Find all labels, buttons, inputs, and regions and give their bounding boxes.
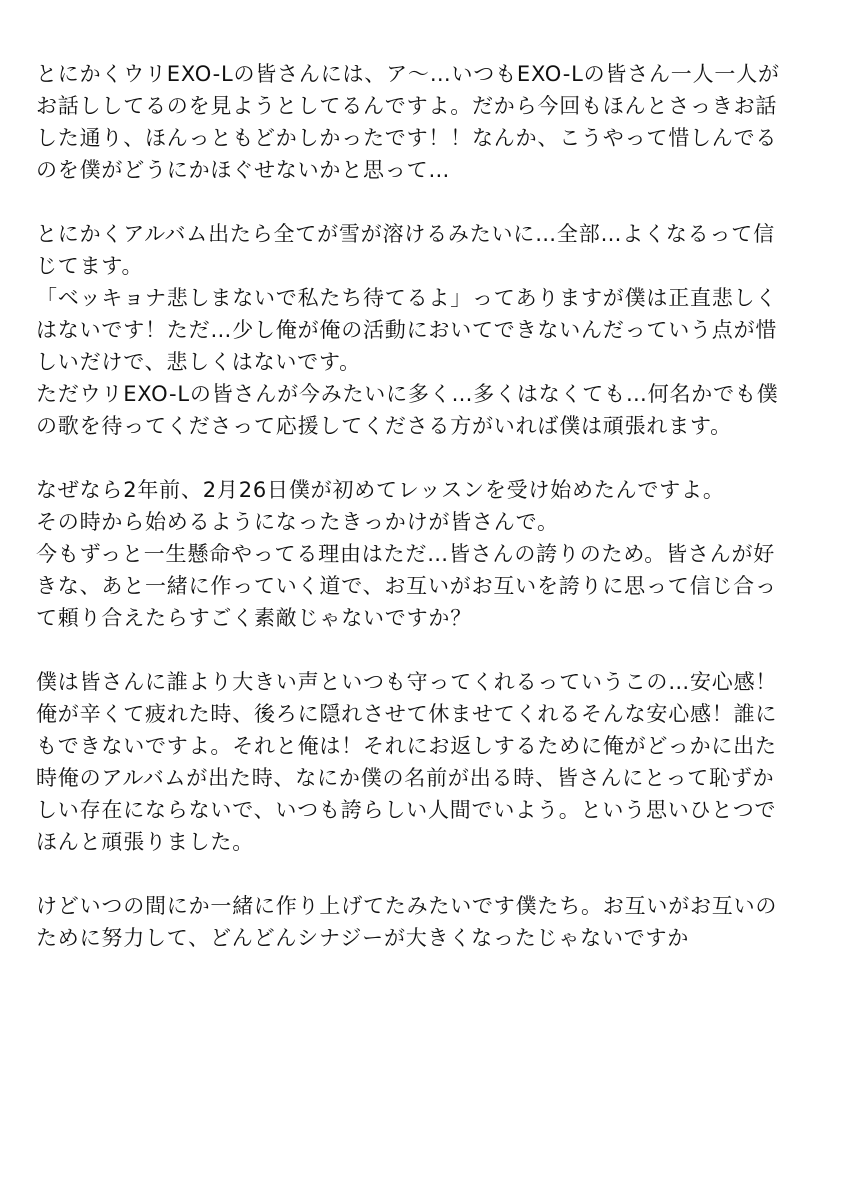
text-line: ただウリEXO-Lの皆さんが今みたいに多く…多くはなくても…何名かでも僕 <box>36 382 779 406</box>
text-line: しいだけで、悲しくはないです。 <box>36 350 361 374</box>
text-line: ために努力して、どんどんシナジーが大きくなったじゃないですか <box>36 926 690 950</box>
text-line: なぜなら2年前、2月26日僕が初めてレッスンを受け始めたんですよ。 <box>36 478 725 502</box>
paragraph-spacer <box>36 186 816 218</box>
paragraph-spacer <box>36 442 816 474</box>
paragraph-5 <box>36 890 816 954</box>
text-line: きな、あと一緒に作っていく道で、お互いがお互いを誇りに思って信じ合っ <box>36 574 777 598</box>
text-line: とにかくアルバム出たら全てが雪が溶けるみたいに…全部…よくなるって信 <box>36 222 775 246</box>
text-line: 僕は皆さんに誰より大きい声といつも守ってくれるっていうこの…安心感！ <box>36 670 778 694</box>
text-line: の歌を待ってくださって応援してくださる方がいれば僕は頑張れます。 <box>36 414 732 438</box>
text-line: 今もずっと一生懸命やってる理由はただ…皆さんの誇りのため。皆さんが好 <box>36 542 776 566</box>
text-line: しい存在にならないで、いつも誇らしい人間でいよう。という思いひとつで <box>36 798 777 822</box>
text-line: 時俺のアルバムが出た時、なにか僕の名前が出る時、皆さんにとって恥ずか <box>36 766 775 790</box>
paragraph-3 <box>36 474 816 634</box>
text-line: はないです！ただ…少し俺が俺の活動においてできないんだっていう点が惜 <box>36 318 778 342</box>
paragraph-spacer <box>36 634 816 666</box>
text-line: とにかくウリEXO-Lの皆さんには、ア〜…いつもEXO-Lの皆さん一人一人が <box>36 62 780 86</box>
text-line: した通り、ほんっともどかしかったです！！なんか、こうやって惜しんでる <box>36 126 778 150</box>
paragraph-4 <box>36 666 816 858</box>
text-line: て頼り合えたらすごく素敵じゃないですか？ <box>36 606 472 630</box>
text-line: じてます。 <box>36 254 144 278</box>
text-line: のを僕がどうにかほぐせないかと思って… <box>36 158 451 182</box>
paragraph-2 <box>36 218 816 442</box>
text-line: けどいつの間にか一緒に作り上げてたみたいです僕たち。お互いがお互いの <box>36 894 778 918</box>
text-line: もできないですよ。それと俺は！それにお返しするために俺がどっかに出た <box>36 734 777 758</box>
paragraph-spacer <box>36 858 816 890</box>
paragraph-1 <box>36 58 816 186</box>
text-line: お話ししてるのを見ようとしてるんですよ。だから今回もほんとさっきお話 <box>36 94 778 118</box>
text-line: ほんと頑張りました。 <box>36 830 254 854</box>
text-line: 俺が辛くて疲れた時、後ろに隠れさせて休ませてくれるそんな安心感！誰に <box>36 702 778 726</box>
text-line: 「ベッキョナ悲しまないで私たち待てるよ」ってありますが僕は正直悲しく <box>36 286 778 310</box>
document-text <box>36 58 816 954</box>
text-line: その時から始めるようになったきっかけが皆さんで。 <box>36 510 559 534</box>
